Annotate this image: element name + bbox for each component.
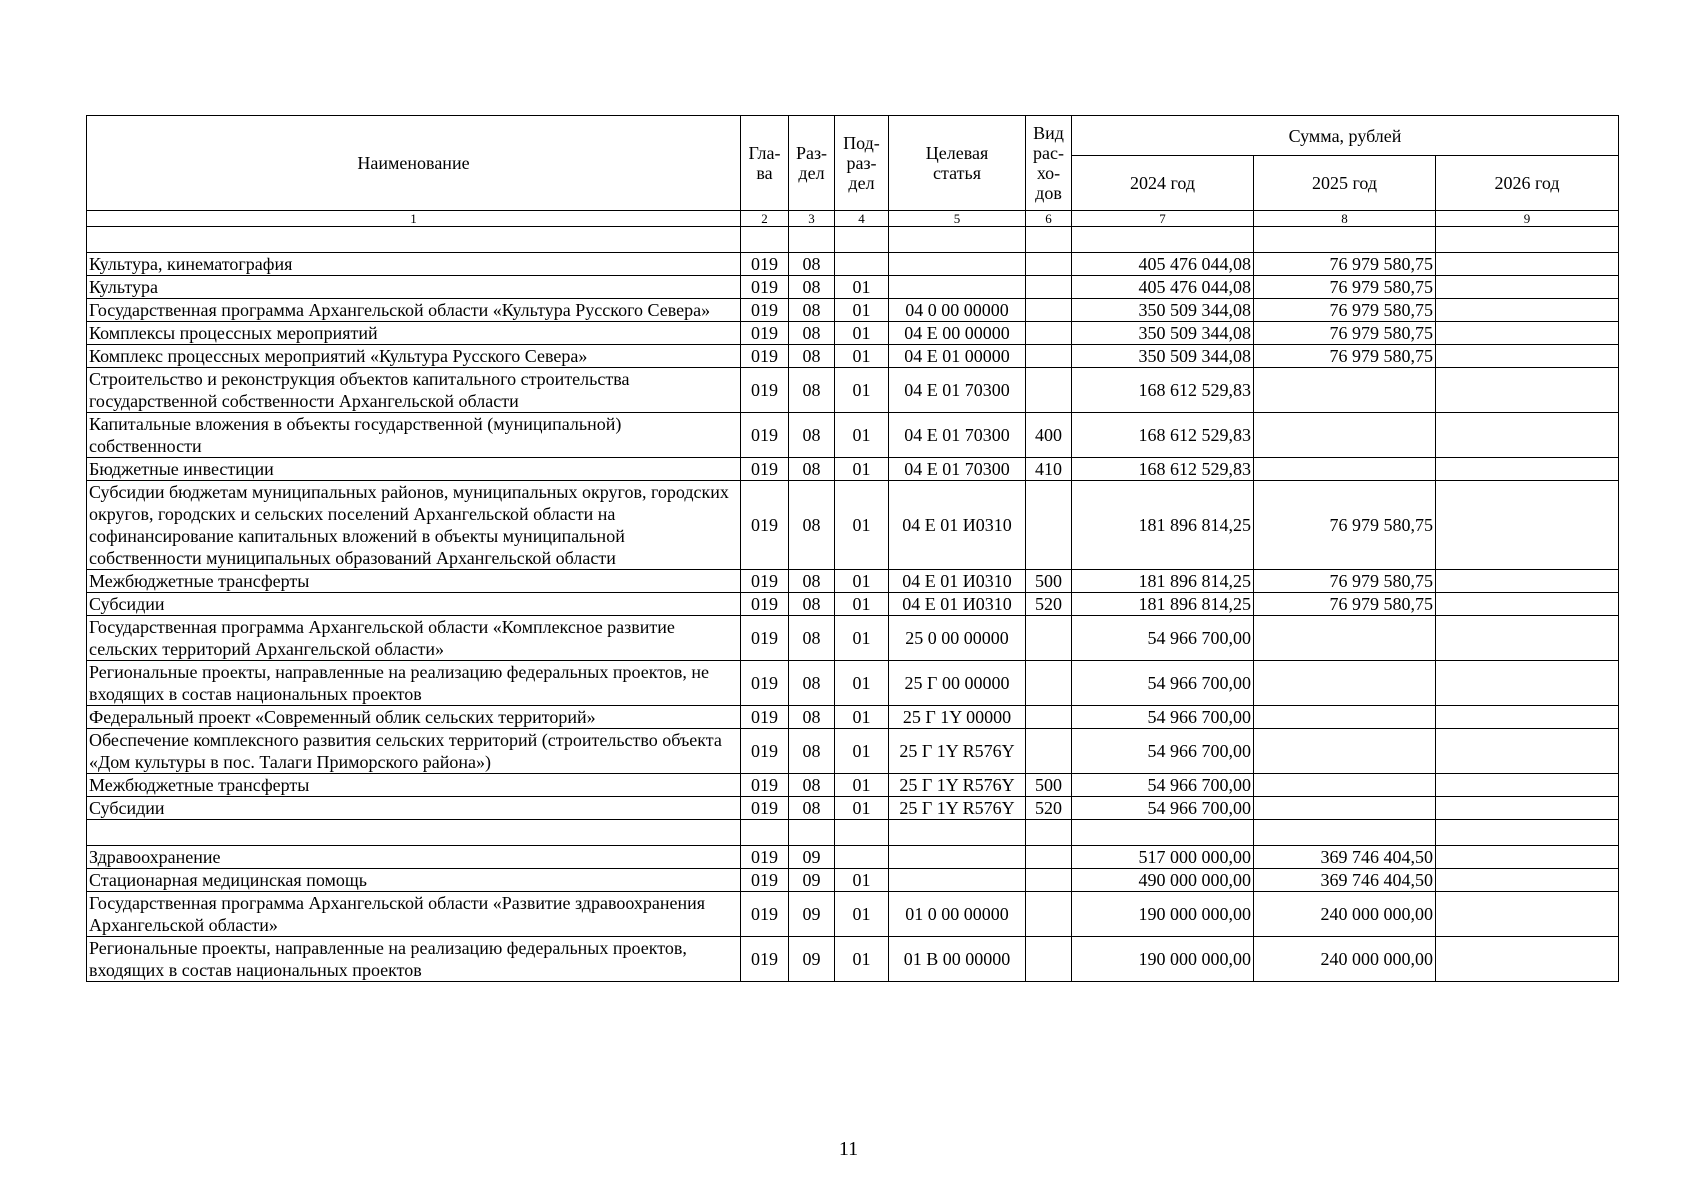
row-sum-2024: 54 966 700,00 bbox=[1072, 774, 1254, 797]
row-name: Комплекс процессных мероприятий «Культура Русского Севера» bbox=[87, 345, 741, 368]
row-glava: 019 bbox=[741, 368, 789, 413]
row-sum-2026 bbox=[1436, 937, 1619, 982]
row-razdel: 08 bbox=[789, 458, 835, 481]
row-name: Здравоохранение bbox=[87, 846, 741, 869]
row-sum-2024 bbox=[1072, 227, 1254, 253]
row-podrazdel: 01 bbox=[835, 276, 889, 299]
blank-row bbox=[87, 820, 1619, 846]
row-name: Государственная программа Архангельской области «Развитие здравоохранения Архангельской области» bbox=[87, 892, 741, 937]
row-sum-2024: 54 966 700,00 bbox=[1072, 661, 1254, 706]
table-row bbox=[87, 570, 1619, 593]
row-podrazdel: 01 bbox=[835, 458, 889, 481]
row-name: Стационарная медицинская помощь bbox=[87, 869, 741, 892]
row-name: Обеспечение комплексного развития сельских территорий (строительство объекта «Дом культуры в пос. Талаги Приморского района») bbox=[87, 729, 741, 774]
header-razdel bbox=[789, 116, 835, 211]
header-glava bbox=[741, 116, 789, 211]
row-vid-rashodov bbox=[1026, 322, 1072, 345]
header-celevaya-text: Целевая статья bbox=[925, 143, 989, 183]
table-row bbox=[87, 368, 1619, 413]
row-celevaya-statya: 01 В 00 00000 bbox=[889, 937, 1026, 982]
header-summa: Сумма, рублей bbox=[1072, 116, 1619, 156]
row-glava: 019 bbox=[741, 661, 789, 706]
row-sum-2024: 54 966 700,00 bbox=[1072, 729, 1254, 774]
header-podrazdel bbox=[835, 116, 889, 211]
row-razdel: 08 bbox=[789, 661, 835, 706]
row-podrazdel: 01 bbox=[835, 299, 889, 322]
column-number: 4 bbox=[835, 211, 889, 227]
header-vid-text: Вид рас- хо- дов bbox=[1033, 123, 1064, 203]
row-sum-2025: 76 979 580,75 bbox=[1254, 345, 1436, 368]
row-sum-2024: 190 000 000,00 bbox=[1072, 937, 1254, 982]
row-podrazdel: 01 bbox=[835, 593, 889, 616]
row-vid-rashodov: 520 bbox=[1026, 593, 1072, 616]
row-sum-2026 bbox=[1436, 227, 1619, 253]
row-sum-2024: 350 509 344,08 bbox=[1072, 299, 1254, 322]
row-celevaya-statya: 04 Е 01 00000 bbox=[889, 345, 1026, 368]
table-row bbox=[87, 797, 1619, 820]
row-sum-2025: 369 746 404,50 bbox=[1254, 846, 1436, 869]
row-razdel: 08 bbox=[789, 413, 835, 458]
row-sum-2026 bbox=[1436, 706, 1619, 729]
row-sum-2025 bbox=[1254, 413, 1436, 458]
row-sum-2025: 76 979 580,75 bbox=[1254, 276, 1436, 299]
row-name bbox=[87, 227, 741, 253]
row-sum-2024: 405 476 044,08 bbox=[1072, 253, 1254, 276]
row-name: Межбюджетные трансферты bbox=[87, 570, 741, 593]
row-sum-2025: 240 000 000,00 bbox=[1254, 892, 1436, 937]
row-vid-rashodov bbox=[1026, 729, 1072, 774]
row-vid-rashodov: 400 bbox=[1026, 413, 1072, 458]
row-vid-rashodov bbox=[1026, 481, 1072, 570]
row-razdel: 08 bbox=[789, 299, 835, 322]
row-glava: 019 bbox=[741, 276, 789, 299]
row-glava: 019 bbox=[741, 253, 789, 276]
row-sum-2024: 54 966 700,00 bbox=[1072, 616, 1254, 661]
row-sum-2024: 168 612 529,83 bbox=[1072, 458, 1254, 481]
row-name: Субсидии bbox=[87, 593, 741, 616]
table-row bbox=[87, 937, 1619, 982]
column-number: 9 bbox=[1436, 211, 1619, 227]
row-glava: 019 bbox=[741, 729, 789, 774]
row-sum-2026 bbox=[1436, 820, 1619, 846]
row-razdel: 08 bbox=[789, 593, 835, 616]
row-sum-2026 bbox=[1436, 570, 1619, 593]
row-name: Субсидии бюджетам муниципальных районов, муниципальных округов, городских округов, городских и сельских поселений Архангельской области на софинансирование капитальных вложений в объекты муниципальной собственности муниципальных образований Архангельской области bbox=[87, 481, 741, 570]
row-podrazdel: 01 bbox=[835, 774, 889, 797]
row-celevaya-statya: 25 Г 00 00000 bbox=[889, 661, 1026, 706]
row-glava: 019 bbox=[741, 458, 789, 481]
row-sum-2025 bbox=[1254, 774, 1436, 797]
row-vid-rashodov bbox=[1026, 820, 1072, 846]
page-number: 11 bbox=[838, 1138, 859, 1160]
row-podrazdel: 01 bbox=[835, 481, 889, 570]
column-number: 5 bbox=[889, 211, 1026, 227]
row-glava: 019 bbox=[741, 616, 789, 661]
column-number: 3 bbox=[789, 211, 835, 227]
row-glava: 019 bbox=[741, 570, 789, 593]
row-sum-2024: 190 000 000,00 bbox=[1072, 892, 1254, 937]
table-row bbox=[87, 322, 1619, 345]
row-vid-rashodov bbox=[1026, 892, 1072, 937]
row-name: Строительство и реконструкция объектов капитального строительства государственной собственности Архангельской области bbox=[87, 368, 741, 413]
row-razdel: 08 bbox=[789, 481, 835, 570]
column-number: 8 bbox=[1254, 211, 1436, 227]
row-razdel: 08 bbox=[789, 345, 835, 368]
row-glava: 019 bbox=[741, 481, 789, 570]
row-razdel: 08 bbox=[789, 368, 835, 413]
row-glava: 019 bbox=[741, 937, 789, 982]
column-number: 1 bbox=[87, 211, 741, 227]
row-sum-2026 bbox=[1436, 729, 1619, 774]
row-celevaya-statya: 04 Е 01 И0310 bbox=[889, 570, 1026, 593]
row-glava: 019 bbox=[741, 846, 789, 869]
row-sum-2024: 54 966 700,00 bbox=[1072, 706, 1254, 729]
row-sum-2025: 76 979 580,75 bbox=[1254, 322, 1436, 345]
row-sum-2025 bbox=[1254, 458, 1436, 481]
row-name: Межбюджетные трансферты bbox=[87, 774, 741, 797]
row-razdel: 08 bbox=[789, 570, 835, 593]
row-razdel bbox=[789, 820, 835, 846]
row-sum-2025 bbox=[1254, 368, 1436, 413]
row-name: Культура bbox=[87, 276, 741, 299]
row-sum-2026 bbox=[1436, 413, 1619, 458]
column-number: 2 bbox=[741, 211, 789, 227]
row-celevaya-statya bbox=[889, 276, 1026, 299]
row-razdel: 08 bbox=[789, 797, 835, 820]
row-name: Субсидии bbox=[87, 797, 741, 820]
table-row bbox=[87, 729, 1619, 774]
row-sum-2026 bbox=[1436, 661, 1619, 706]
row-podrazdel: 01 bbox=[835, 322, 889, 345]
row-sum-2026 bbox=[1436, 299, 1619, 322]
row-podrazdel bbox=[835, 253, 889, 276]
row-razdel bbox=[789, 227, 835, 253]
row-sum-2025 bbox=[1254, 227, 1436, 253]
row-glava: 019 bbox=[741, 869, 789, 892]
row-glava: 019 bbox=[741, 774, 789, 797]
row-glava: 019 bbox=[741, 593, 789, 616]
row-sum-2025: 76 979 580,75 bbox=[1254, 481, 1436, 570]
row-glava: 019 bbox=[741, 299, 789, 322]
row-glava bbox=[741, 820, 789, 846]
table-row bbox=[87, 774, 1619, 797]
row-podrazdel bbox=[835, 820, 889, 846]
row-vid-rashodov bbox=[1026, 368, 1072, 413]
row-vid-rashodov bbox=[1026, 616, 1072, 661]
row-sum-2026 bbox=[1436, 616, 1619, 661]
row-vid-rashodov bbox=[1026, 345, 1072, 368]
row-sum-2024: 168 612 529,83 bbox=[1072, 368, 1254, 413]
row-podrazdel: 01 bbox=[835, 368, 889, 413]
row-razdel: 08 bbox=[789, 253, 835, 276]
row-razdel: 08 bbox=[789, 616, 835, 661]
table-row bbox=[87, 616, 1619, 661]
table-row bbox=[87, 413, 1619, 458]
row-podrazdel: 01 bbox=[835, 869, 889, 892]
row-celevaya-statya bbox=[889, 869, 1026, 892]
row-vid-rashodov bbox=[1026, 937, 1072, 982]
row-name: Капитальные вложения в объекты государственной (муниципальной) собственности bbox=[87, 413, 741, 458]
header-name: Наименование bbox=[87, 116, 741, 211]
row-razdel: 08 bbox=[789, 276, 835, 299]
row-sum-2026 bbox=[1436, 276, 1619, 299]
row-sum-2024: 405 476 044,08 bbox=[1072, 276, 1254, 299]
row-podrazdel: 01 bbox=[835, 937, 889, 982]
table-row bbox=[87, 661, 1619, 706]
row-sum-2026 bbox=[1436, 322, 1619, 345]
row-sum-2026 bbox=[1436, 869, 1619, 892]
row-sum-2026 bbox=[1436, 892, 1619, 937]
table-row bbox=[87, 892, 1619, 937]
table-row bbox=[87, 706, 1619, 729]
row-glava: 019 bbox=[741, 706, 789, 729]
row-name: Государственная программа Архангельской области «Культура Русского Севера» bbox=[87, 299, 741, 322]
table-body bbox=[87, 227, 1619, 982]
row-podrazdel: 01 bbox=[835, 661, 889, 706]
blank-row bbox=[87, 227, 1619, 253]
row-sum-2025: 240 000 000,00 bbox=[1254, 937, 1436, 982]
row-sum-2024: 490 000 000,00 bbox=[1072, 869, 1254, 892]
row-razdel: 09 bbox=[789, 937, 835, 982]
row-podrazdel bbox=[835, 846, 889, 869]
table-row bbox=[87, 869, 1619, 892]
row-sum-2024: 168 612 529,83 bbox=[1072, 413, 1254, 458]
row-razdel: 09 bbox=[789, 869, 835, 892]
row-sum-2026 bbox=[1436, 774, 1619, 797]
row-vid-rashodov bbox=[1026, 227, 1072, 253]
row-vid-rashodov bbox=[1026, 846, 1072, 869]
row-sum-2025 bbox=[1254, 797, 1436, 820]
table-row bbox=[87, 345, 1619, 368]
table-row bbox=[87, 593, 1619, 616]
row-celevaya-statya: 25 0 00 00000 bbox=[889, 616, 1026, 661]
row-celevaya-statya: 25 Г 1Y R576Y bbox=[889, 797, 1026, 820]
row-sum-2025: 369 746 404,50 bbox=[1254, 869, 1436, 892]
row-name: Культура, кинематография bbox=[87, 253, 741, 276]
header-2024: 2024 год bbox=[1072, 156, 1254, 211]
row-sum-2026 bbox=[1436, 481, 1619, 570]
row-celevaya-statya bbox=[889, 846, 1026, 869]
budget-table bbox=[86, 115, 1619, 982]
row-sum-2024: 350 509 344,08 bbox=[1072, 322, 1254, 345]
row-vid-rashodov bbox=[1026, 253, 1072, 276]
row-podrazdel: 01 bbox=[835, 570, 889, 593]
row-celevaya-statya: 04 Е 01 И0310 bbox=[889, 481, 1026, 570]
row-vid-rashodov: 410 bbox=[1026, 458, 1072, 481]
row-razdel: 08 bbox=[789, 729, 835, 774]
row-sum-2025 bbox=[1254, 661, 1436, 706]
row-glava: 019 bbox=[741, 413, 789, 458]
row-celevaya-statya: 25 Г 1Y R576Y bbox=[889, 729, 1026, 774]
row-sum-2024: 181 896 814,25 bbox=[1072, 593, 1254, 616]
row-vid-rashodov bbox=[1026, 299, 1072, 322]
row-sum-2025: 76 979 580,75 bbox=[1254, 253, 1436, 276]
row-sum-2024: 181 896 814,25 bbox=[1072, 570, 1254, 593]
row-celevaya-statya bbox=[889, 820, 1026, 846]
header-vid bbox=[1026, 116, 1072, 211]
row-celevaya-statya: 04 Е 01 70300 bbox=[889, 413, 1026, 458]
row-glava: 019 bbox=[741, 892, 789, 937]
row-sum-2025 bbox=[1254, 616, 1436, 661]
row-vid-rashodov: 500 bbox=[1026, 570, 1072, 593]
row-razdel: 08 bbox=[789, 322, 835, 345]
row-podrazdel: 01 bbox=[835, 413, 889, 458]
row-vid-rashodov: 520 bbox=[1026, 797, 1072, 820]
row-name: Бюджетные инвестиции bbox=[87, 458, 741, 481]
row-name: Федеральный проект «Современный облик сельских территорий» bbox=[87, 706, 741, 729]
row-glava: 019 bbox=[741, 322, 789, 345]
row-sum-2025 bbox=[1254, 729, 1436, 774]
row-name: Региональные проекты, направленные на реализацию федеральных проектов, не входящих в состав национальных проектов bbox=[87, 661, 741, 706]
row-vid-rashodov bbox=[1026, 706, 1072, 729]
row-glava bbox=[741, 227, 789, 253]
row-name bbox=[87, 820, 741, 846]
column-number-row bbox=[87, 211, 1619, 227]
row-name: Государственная программа Архангельской области «Комплексное развитие сельских территорий Архангельской области» bbox=[87, 616, 741, 661]
row-celevaya-statya: 04 Е 01 70300 bbox=[889, 368, 1026, 413]
row-celevaya-statya: 04 Е 00 00000 bbox=[889, 322, 1026, 345]
row-sum-2026 bbox=[1436, 797, 1619, 820]
row-sum-2025: 76 979 580,75 bbox=[1254, 593, 1436, 616]
row-name: Комплексы процессных мероприятий bbox=[87, 322, 741, 345]
header-podrazdel-text: Под- раз- дел bbox=[843, 133, 880, 193]
row-celevaya-statya: 04 Е 01 И0310 bbox=[889, 593, 1026, 616]
table-row bbox=[87, 458, 1619, 481]
row-sum-2024: 181 896 814,25 bbox=[1072, 481, 1254, 570]
row-razdel: 08 bbox=[789, 774, 835, 797]
row-vid-rashodov bbox=[1026, 869, 1072, 892]
header-celevaya bbox=[889, 116, 1026, 211]
column-number: 7 bbox=[1072, 211, 1254, 227]
row-podrazdel bbox=[835, 227, 889, 253]
row-glava: 019 bbox=[741, 345, 789, 368]
row-podrazdel: 01 bbox=[835, 892, 889, 937]
row-sum-2024: 54 966 700,00 bbox=[1072, 797, 1254, 820]
row-razdel: 08 bbox=[789, 706, 835, 729]
row-sum-2026 bbox=[1436, 345, 1619, 368]
row-celevaya-statya bbox=[889, 227, 1026, 253]
row-name: Региональные проекты, направленные на реализацию федеральных проектов, входящих в состав национальных проектов bbox=[87, 937, 741, 982]
table-row bbox=[87, 276, 1619, 299]
row-celevaya-statya: 04 0 00 00000 bbox=[889, 299, 1026, 322]
row-podrazdel: 01 bbox=[835, 616, 889, 661]
row-celevaya-statya: 25 Г 1Y R576Y bbox=[889, 774, 1026, 797]
row-celevaya-statya bbox=[889, 253, 1026, 276]
row-razdel: 09 bbox=[789, 892, 835, 937]
row-podrazdel: 01 bbox=[835, 797, 889, 820]
row-sum-2026 bbox=[1436, 593, 1619, 616]
row-sum-2025 bbox=[1254, 820, 1436, 846]
row-sum-2024 bbox=[1072, 820, 1254, 846]
table-row bbox=[87, 481, 1619, 570]
row-podrazdel: 01 bbox=[835, 706, 889, 729]
row-sum-2024: 350 509 344,08 bbox=[1072, 345, 1254, 368]
row-celevaya-statya: 01 0 00 00000 bbox=[889, 892, 1026, 937]
row-glava: 019 bbox=[741, 797, 789, 820]
header-razdel-text: Раз- дел bbox=[795, 143, 828, 183]
table-row bbox=[87, 846, 1619, 869]
row-vid-rashodov bbox=[1026, 661, 1072, 706]
row-sum-2025: 76 979 580,75 bbox=[1254, 570, 1436, 593]
header-2025: 2025 год bbox=[1254, 156, 1436, 211]
row-sum-2026 bbox=[1436, 253, 1619, 276]
header-2026: 2026 год bbox=[1436, 156, 1619, 211]
row-sum-2026 bbox=[1436, 846, 1619, 869]
header-glava-text: Гла- ва bbox=[748, 143, 781, 183]
table-row bbox=[87, 299, 1619, 322]
row-vid-rashodov: 500 bbox=[1026, 774, 1072, 797]
row-sum-2024: 517 000 000,00 bbox=[1072, 846, 1254, 869]
row-podrazdel: 01 bbox=[835, 729, 889, 774]
row-celevaya-statya: 25 Г 1Y 00000 bbox=[889, 706, 1026, 729]
row-sum-2026 bbox=[1436, 368, 1619, 413]
row-sum-2025: 76 979 580,75 bbox=[1254, 299, 1436, 322]
row-vid-rashodov bbox=[1026, 276, 1072, 299]
column-number: 6 bbox=[1026, 211, 1072, 227]
row-podrazdel: 01 bbox=[835, 345, 889, 368]
row-sum-2025 bbox=[1254, 706, 1436, 729]
row-celevaya-statya: 04 Е 01 70300 bbox=[889, 458, 1026, 481]
table-row bbox=[87, 253, 1619, 276]
row-razdel: 09 bbox=[789, 846, 835, 869]
row-sum-2026 bbox=[1436, 458, 1619, 481]
